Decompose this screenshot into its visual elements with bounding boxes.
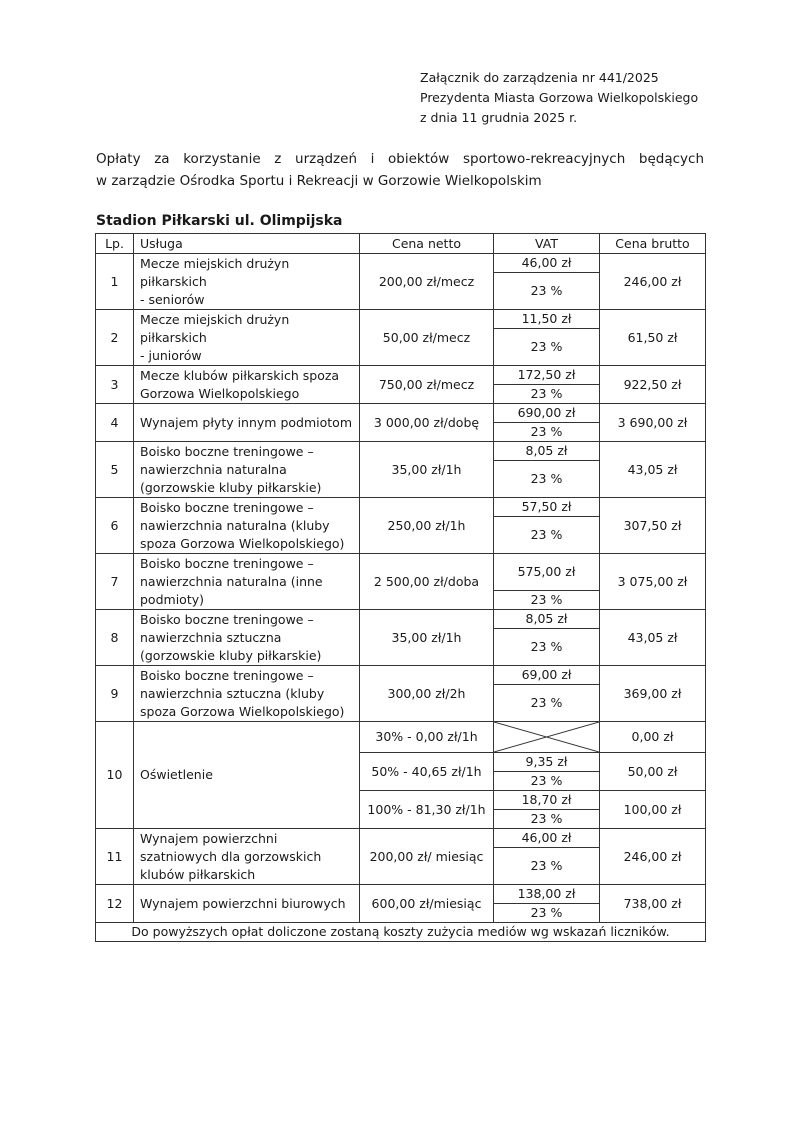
gross-price: 246,00 zł (600, 254, 706, 310)
vat-rate: 23 % (494, 329, 600, 366)
net-price: 3 000,00 zł/dobę (360, 404, 494, 442)
gross-price: 50,00 zł (600, 753, 706, 791)
vat-amount: 8,05 zł (494, 610, 600, 629)
service-name: Mecze miejskich drużyn piłkarskich - seniorów (134, 254, 360, 310)
header-row (96, 234, 706, 254)
row-number: 4 (96, 404, 134, 442)
service-name: Boisko boczne treningowe – nawierzchnia naturalna (kluby spoza Gorzowa Wielkopolskiego) (134, 498, 360, 554)
row-number: 1 (96, 254, 134, 310)
gross-price: 0,00 zł (600, 722, 706, 753)
header-lp: Lp. (96, 234, 134, 254)
header-vat: VAT (494, 234, 600, 254)
gross-price: 100,00 zł (600, 791, 706, 829)
gross-price: 246,00 zł (600, 829, 706, 885)
row-number: 12 (96, 885, 134, 923)
table-row (96, 885, 706, 904)
table-row (96, 554, 706, 591)
table-row (96, 442, 706, 461)
net-price: 35,00 zł/1h (360, 610, 494, 666)
vat-amount: 46,00 zł (494, 829, 600, 848)
net-price: 200,00 zł/ miesiąc (360, 829, 494, 885)
gross-price: 43,05 zł (600, 610, 706, 666)
row-number: 7 (96, 554, 134, 610)
table-row (96, 254, 706, 273)
service-name: Wynajem powierzchni biurowych (134, 885, 360, 923)
vat-amount: 8,05 zł (494, 442, 600, 461)
table-row (96, 610, 706, 629)
vat-rate: 23 % (494, 423, 600, 442)
row-number: 3 (96, 366, 134, 404)
vat-amount: 11,50 zł (494, 310, 600, 329)
row-number: 9 (96, 666, 134, 722)
net-price: 300,00 zł/2h (360, 666, 494, 722)
gross-price: 738,00 zł (600, 885, 706, 923)
net-price: 30% - 0,00 zł/1h (360, 722, 494, 753)
vat-amount: 690,00 zł (494, 404, 600, 423)
header-net: Cena netto (360, 234, 494, 254)
service-name: Boisko boczne treningowe – nawierzchnia sztuczna (gorzowskie kluby piłkarskie) (134, 610, 360, 666)
vat-amount: 18,70 zł (494, 791, 600, 810)
annex-note (420, 68, 698, 128)
intro-paragraph (96, 148, 704, 192)
annex-line: Załącznik do zarządzenia nr 441/2025 (420, 70, 659, 85)
row-number: 8 (96, 610, 134, 666)
table-row (96, 498, 706, 517)
table-row (96, 404, 706, 423)
net-price: 50,00 zł/mecz (360, 310, 494, 366)
intro-line: w zarządzie Ośrodka Sportu i Rekreacji w Gorzowie Wielkopolskim (96, 173, 542, 189)
net-price: 35,00 zł/1h (360, 442, 494, 498)
gross-price: 43,05 zł (600, 442, 706, 498)
footer-note: Do powyższych opłat doliczone zostaną koszty zużycia mediów wg wskazań liczników. (96, 923, 706, 942)
vat-rate: 23 % (494, 904, 600, 923)
intro-line: Opłaty za korzystanie z urządzeń i obiektów sportowo-rekreacyjnych będących (96, 151, 704, 167)
service-name: Mecze klubów piłkarskich spoza Gorzowa Wielkopolskiego (134, 366, 360, 404)
table-row (96, 366, 706, 385)
header-service: Usługa (134, 234, 360, 254)
service-name: Boisko boczne treningowe – nawierzchnia naturalna (inne podmioty) (134, 554, 360, 610)
vat-amount: 69,00 zł (494, 666, 600, 685)
row-number: 2 (96, 310, 134, 366)
vat-rate: 23 % (494, 385, 600, 404)
vat-amount: 138,00 zł (494, 885, 600, 904)
service-name: Mecze miejskich drużyn piłkarskich - juniorów (134, 310, 360, 366)
section-title: Stadion Piłkarski ul. Olimpijska (96, 213, 343, 229)
annex-line: z dnia 11 grudnia 2025 r. (420, 110, 578, 125)
vat-rate: 23 % (494, 517, 600, 554)
vat-amount: 575,00 zł (494, 554, 600, 591)
table-row (96, 829, 706, 848)
row-number: 6 (96, 498, 134, 554)
vat-amount: 172,50 zł (494, 366, 600, 385)
table-row (96, 722, 706, 753)
annex-line: Prezydenta Miasta Gorzowa Wielkopolskiego (420, 90, 699, 105)
cross-out-icon (494, 722, 599, 752)
header-gross: Cena brutto (600, 234, 706, 254)
gross-price: 3 075,00 zł (600, 554, 706, 610)
net-price: 50% - 40,65 zł/1h (360, 753, 494, 791)
service-name: Wynajem powierzchni szatniowych dla gorzowskich klubów piłkarskich (134, 829, 360, 885)
gross-price: 369,00 zł (600, 666, 706, 722)
vat-rate: 23 % (494, 685, 600, 722)
row-number: 10 (96, 722, 134, 829)
net-price: 2 500,00 zł/doba (360, 554, 494, 610)
vat-rate: 23 % (494, 772, 600, 791)
row-number: 5 (96, 442, 134, 498)
net-price: 600,00 zł/miesiąc (360, 885, 494, 923)
service-name: Oświetlenie (134, 722, 360, 829)
service-name: Boisko boczne treningowe – nawierzchnia sztuczna (kluby spoza Gorzowa Wielkopolskiego) (134, 666, 360, 722)
net-price: 750,00 zł/mecz (360, 366, 494, 404)
gross-price: 61,50 zł (600, 310, 706, 366)
footer-row (96, 923, 706, 942)
vat-not-applicable (494, 722, 600, 753)
service-name: Boisko boczne treningowe – nawierzchnia naturalna (gorzowskie kluby piłkarskie) (134, 442, 360, 498)
vat-amount: 9,35 zł (494, 753, 600, 772)
gross-price: 3 690,00 zł (600, 404, 706, 442)
vat-rate: 23 % (494, 629, 600, 666)
net-price: 100% - 81,30 zł/1h (360, 791, 494, 829)
vat-rate: 23 % (494, 591, 600, 610)
vat-rate: 23 % (494, 273, 600, 310)
net-price: 200,00 zł/mecz (360, 254, 494, 310)
vat-amount: 57,50 zł (494, 498, 600, 517)
table-row (96, 666, 706, 685)
table-row (96, 310, 706, 329)
vat-rate: 23 % (494, 461, 600, 498)
service-name: Wynajem płyty innym podmiotom (134, 404, 360, 442)
net-price: 250,00 zł/1h (360, 498, 494, 554)
vat-amount: 46,00 zł (494, 254, 600, 273)
gross-price: 307,50 zł (600, 498, 706, 554)
row-number: 11 (96, 829, 134, 885)
gross-price: 922,50 zł (600, 366, 706, 404)
vat-rate: 23 % (494, 810, 600, 829)
fees-table (95, 233, 706, 942)
vat-rate: 23 % (494, 848, 600, 885)
